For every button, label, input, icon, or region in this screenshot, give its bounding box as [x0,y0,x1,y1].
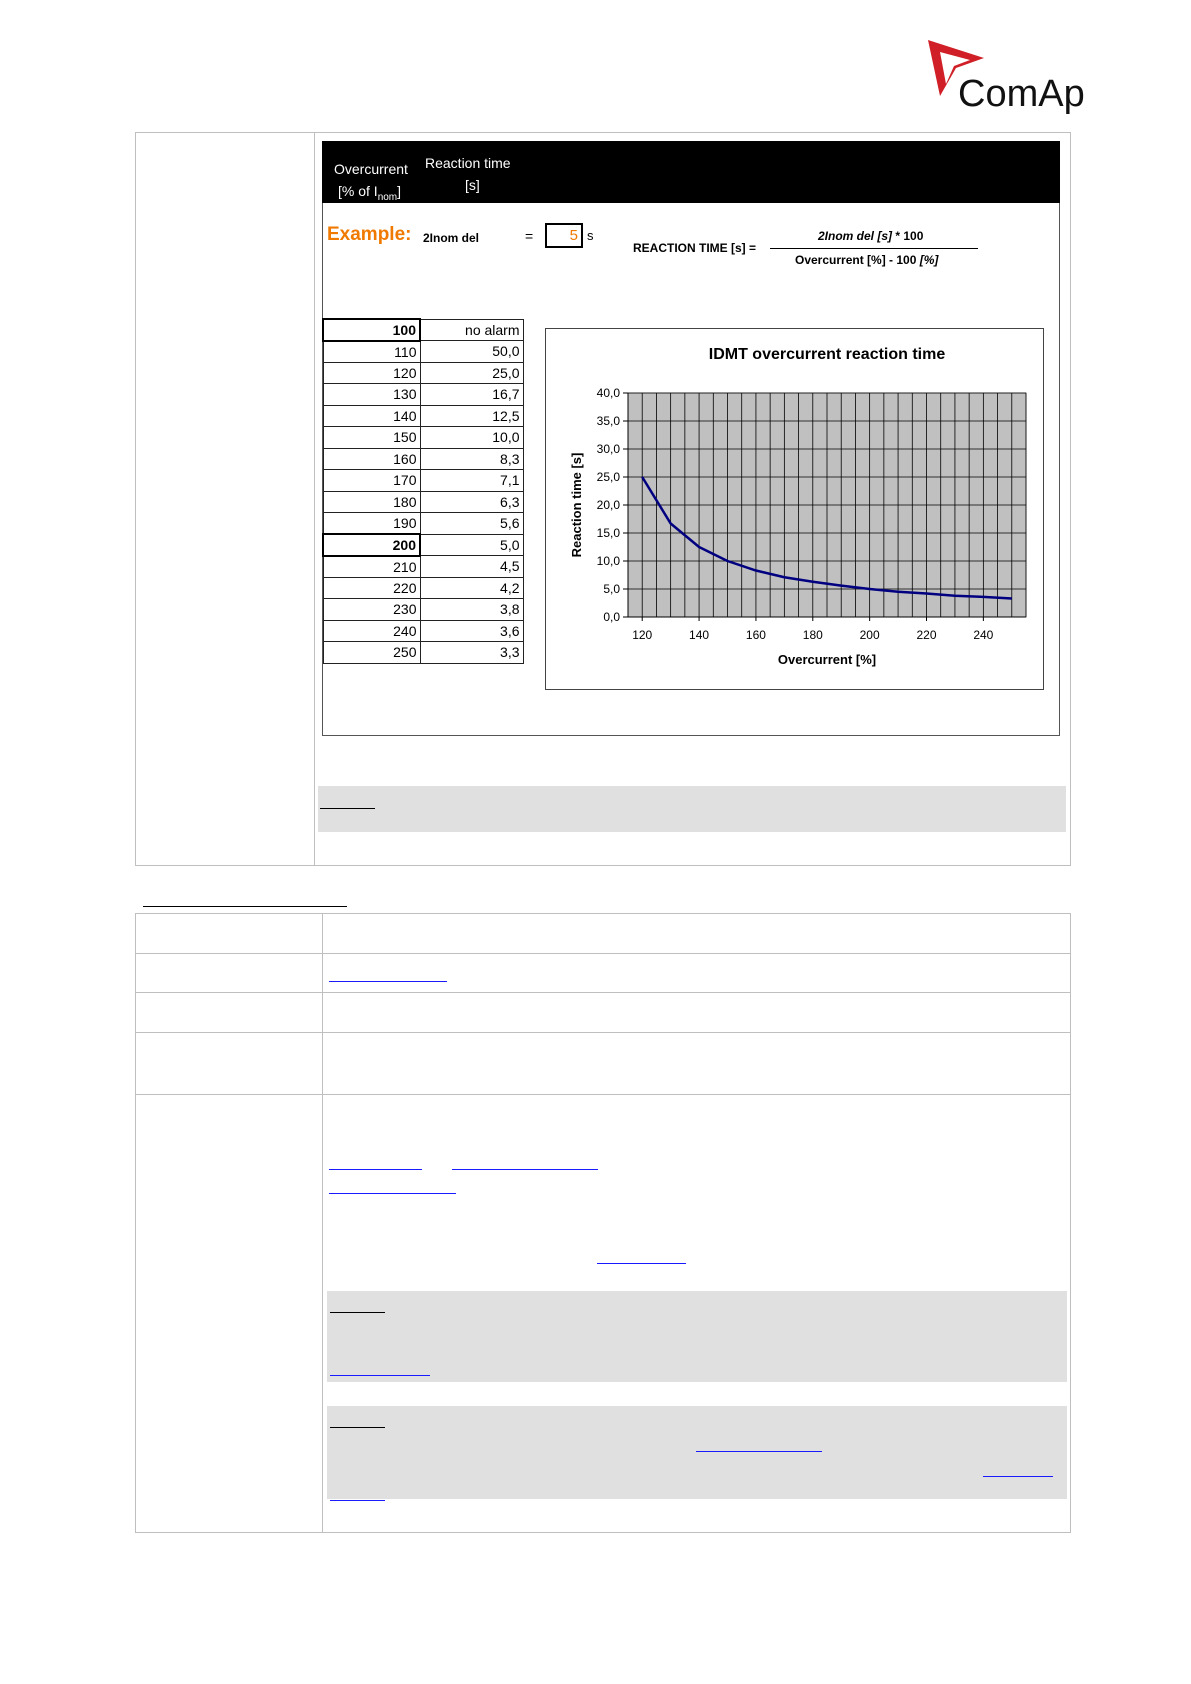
link-2[interactable] [329,1169,422,1170]
reaction-time-cell: 12,5 [420,405,523,427]
link-4[interactable] [329,1193,456,1194]
table-row [323,384,523,406]
x-tick-label: 140 [689,628,710,642]
overcurrent-cell: 220 [323,577,420,599]
formula-denominator: Overcurrent [%] - 100 [%] [795,253,939,267]
link-1[interactable] [329,981,447,982]
note-box-2 [327,1291,1067,1382]
logo-text: ComAp [958,73,1085,115]
formula-numerator: 2Inom del [s] * 100 [818,229,924,243]
reaction-time-cell: 10,0 [420,427,523,449]
note-box-3 [327,1406,1067,1499]
table-row [323,599,523,621]
y-tick-label: 25,0 [596,470,620,484]
row-divider-1 [135,953,1071,954]
table-row [323,362,523,384]
overcurrent-cell: 200 [323,534,420,556]
row-divider-4 [135,1094,1071,1095]
table-row [323,620,523,642]
overcurrent-cell: 100 [323,319,420,341]
y-axis-label: Reaction time [s] [569,452,584,558]
formula-fraction-bar [770,248,978,249]
reaction-time-cell: 25,0 [420,362,523,384]
overcurrent-cell: 140 [323,405,420,427]
table-row [323,341,523,363]
idmt-chart [546,329,1043,689]
link-5[interactable] [597,1263,686,1264]
reaction-time-cell: 4,2 [420,577,523,599]
note3-link-1[interactable] [696,1451,822,1452]
x-axis-label: Overcurrent [%] [777,652,877,667]
table-row [323,427,523,449]
header-overcurrent-unit: [% of $I_{nom}$] [338,183,402,203]
y-tick-label: 5,0 [603,582,620,596]
overcurrent-cell: 150 [323,427,420,449]
y-tick-label: 40,0 [596,386,620,400]
y-tick-label: 30,0 [596,442,620,456]
comap-logo [926,38,1096,120]
overcurrent-cell: 110 [323,341,420,363]
table-row [323,491,523,513]
note-heading-underline [320,808,375,809]
formula-lhs: REACTION TIME [s] = [633,241,757,255]
overcurrent-cell: 230 [323,599,420,621]
reaction-time-cell: 3,3 [420,642,523,664]
y-tick-label: 10,0 [596,554,620,568]
x-tick-label: 200 [859,628,880,642]
table-row [323,556,523,578]
overcurrent-table [322,318,524,664]
note-box-1 [318,786,1066,832]
figure-header [322,141,1060,203]
y-tick-label: 35,0 [596,414,620,428]
overcurrent-cell: 160 [323,448,420,470]
overcurrent-cell: 120 [323,362,420,384]
reaction-time-cell: 5,6 [420,513,523,535]
table-row [323,470,523,492]
row-divider-3 [135,1032,1071,1033]
reaction-time-cell: 4,5 [420,556,523,578]
table-row [323,534,523,556]
table-row [323,577,523,599]
table-row [323,642,523,664]
x-tick-label: 180 [802,628,823,642]
x-tick-label: 160 [745,628,766,642]
row-divider-2 [135,992,1071,993]
header-reaction-time: Reaction time [425,155,511,171]
overcurrent-cell: 190 [323,513,420,535]
header-overcurrent: Overcurrent [334,161,408,177]
y-tick-label: 15,0 [596,526,620,540]
table-row [323,448,523,470]
column-divider [314,132,315,866]
overcurrent-cell: 170 [323,470,420,492]
link-3[interactable] [452,1169,598,1170]
note3-heading-underline [330,1427,385,1428]
chart-frame [545,328,1044,690]
x-tick-label: 120 [632,628,653,642]
reaction-time-cell: 5,0 [420,534,523,556]
reaction-time-cell: 7,1 [420,470,523,492]
note3-link-2a[interactable] [983,1476,1053,1477]
y-tick-label: 0,0 [603,610,620,624]
table-row [323,405,523,427]
overcurrent-cell: 130 [323,384,420,406]
overcurrent-cell: 250 [323,642,420,664]
table-row [323,319,523,341]
header-reaction-unit: [s] [465,177,480,193]
param-name: 2Inom del [423,231,480,245]
section-heading-underline [143,906,347,907]
y-tick-label: 20,0 [596,498,620,512]
overcurrent-cell: 180 [323,491,420,513]
overcurrent-cell: 210 [323,556,420,578]
reaction-time-cell: 3,6 [420,620,523,642]
reaction-time-cell: no alarm [420,319,523,341]
unit-label: s [587,228,594,243]
note3-link-2b[interactable] [330,1500,385,1501]
bottom-column-divider [322,913,323,1533]
reaction-time-cell: 50,0 [420,341,523,363]
x-tick-label: 240 [973,628,994,642]
reaction-time-cell: 3,8 [420,599,523,621]
chart-title: IDMT overcurrent reaction time [708,346,946,363]
example-value-box: 5 [545,223,583,248]
reaction-time-cell: 8,3 [420,448,523,470]
reaction-time-cell: 16,7 [420,384,523,406]
overcurrent-cell: 240 [323,620,420,642]
example-label: Example: [327,224,412,245]
table-row [323,513,523,535]
x-tick-label: 220 [916,628,937,642]
reaction-time-cell: 6,3 [420,491,523,513]
note2-heading-underline [330,1312,385,1313]
equals-sign: = [525,228,534,244]
note2-link[interactable] [330,1375,430,1376]
